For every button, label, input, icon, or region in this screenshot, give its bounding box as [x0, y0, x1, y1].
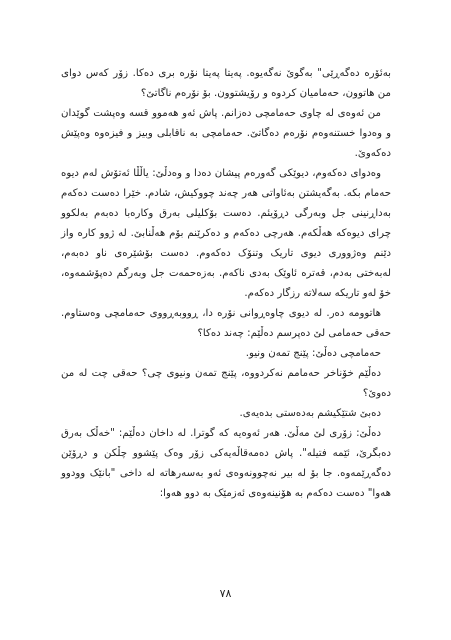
paragraph-8: دەڵێ: زۆری لێ مەڵێ. هەر ئەوەیە کە گوترا. لە داخان دەڵێم: "خەڵک بەرق دەبگرێ، ئێمە فتیلە". پاش دەمەقاڵەیەکی زۆر وەک پێشوو چڵکن و دڕۆێن دەگەڕێمەوە. جا بۆ لە بیر نەچوونەوەی ئەو بەسەرهاتە لە داخی "بانێک وودوو هەوا" دەست دەکەم بە هۆنینەوەی ئەزمێک بە دوو هەوا:: [61, 428, 391, 499]
page-number: ٧٨: [219, 587, 232, 600]
paragraph-7: دەبێ شتێکیشم بەدەستی بدەیەی.: [239, 408, 381, 419]
paragraph-6: دەڵێم خۆناخر حەمامم نەکردووە، پێنج تمەن ونیوی چی؟ حەقی چت لە من دەوێ؟: [61, 368, 391, 399]
paragraph-2: من ئەوەی لە چاوی حەمامچی دەزانم. پاش ئەو هەموو قسە وەپشت گوێدان و وەدوا خستنەوەم نۆرەم دەگاتێ. حەمامچی بە ناقابلی وبیز و فیزەوە وەپێش دەکەوێ.: [61, 108, 391, 159]
paragraph-4: هاتوومە دەر. لە دیوی چاوەڕوانی نۆرە دا، ڕووبەڕووی حەمامچی وەستاوم. حەقی حەمامی لێ دەپرسم دەڵێم: چەند دەکا؟: [61, 308, 391, 339]
paragraph-1: بەئۆرە دەگەڕێی" بەگوێ نەگەیوە. پەیتا پەیتا نۆرە بری دەکا. زۆر کەس دوای من هاتوون، حەمامیان کردوە و رۆیشتوون. بۆ نۆرەم ناگاتێ؟: [61, 68, 391, 99]
document-body: [61, 64, 391, 504]
paragraph-3: وەدوای دەکەوم، دیوێکی گەورەم پیشان دەدا و وەدڵێ: یاڵڵا ئەتۆش لەم دیوە حەمام بکە. بەگەیشتن بەئاواتی هەر چەند چووکیش، شادم. خێرا دەست دەکەم بەداڕنینی جل وبەرگی دڕۆیئم. دەست بۆکلیلی بەرق وکارەبا دەبەم بەلکوو چرای دیوەکە هەڵکەم. هەرچی دەکەم و دەکرێنم بۆم هەڵنابێ. لە ژوو کارە واز دێنم وەژووری دیوی تاریک وتنۆک دەکەوم. دەست بۆشێرەی ناو دەبەم، لەبەختی بەدم، قەترە ئاوێک بەدی ناکەم. بەزەحمەت جل وبەرگم دەپۆشمەوە، خۆ لەو تاریکە سەلاتە رزگار دەکەم.: [61, 168, 391, 299]
paragraph-5: حەمامچی دەڵێ: پێنج تمەن ونیو.: [245, 348, 381, 359]
